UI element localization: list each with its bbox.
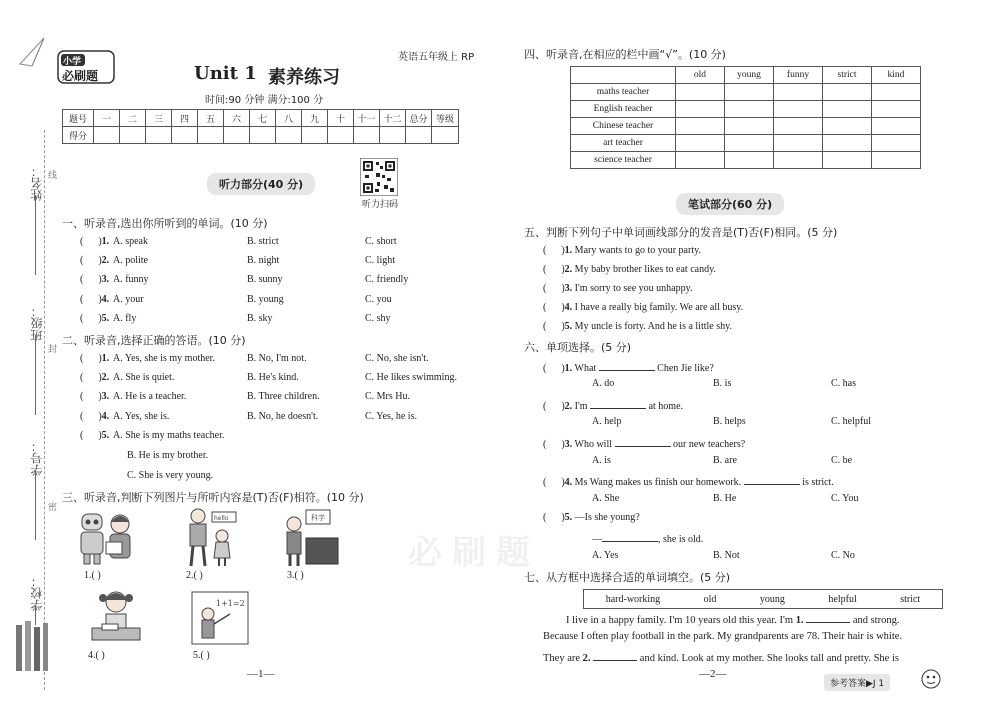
score-row-label: 得分 [63,127,94,144]
mascot-face-icon [920,668,942,690]
dash: — [592,534,602,545]
list-item [543,512,640,523]
score-cell[interactable] [406,127,432,144]
list-item [543,474,834,488]
check-cell[interactable] [823,118,872,135]
score-header-cell: 五 [198,110,224,127]
column-header: old [676,67,725,84]
watermark: 必刷题 [408,533,540,573]
answer-blank[interactable]: ( ) [80,313,102,324]
table-row [571,84,921,101]
fill-blank[interactable] [599,360,655,371]
option-c: C. Mrs Hu. [365,391,411,402]
list-item [543,245,701,256]
blank-number: 1. [795,615,804,626]
score-cell[interactable] [432,127,459,144]
item-number: 5. [101,430,110,441]
option-b: B. young [247,294,284,305]
score-header-cell: 三 [146,110,172,127]
option-c: C. No [831,550,855,561]
check-cell[interactable] [676,101,725,118]
item-number: 3. [101,274,110,285]
score-table-input-row [63,127,459,144]
word-bank-item: young [759,593,785,605]
answer-blank[interactable]: ( ) [543,363,565,374]
option-a: A. She is my maths teacher. [113,430,225,441]
item-number: 1. [101,353,110,364]
fill-blank[interactable] [744,474,800,485]
check-cell[interactable] [872,152,921,169]
dialogue-line-1: —Is she young? [574,512,640,523]
item-number: 2. [564,401,573,412]
option-c: C. She is very young. [127,470,214,481]
answer-blank[interactable]: ( ) [543,439,565,450]
score-cell[interactable] [146,127,172,144]
list-item [543,360,714,374]
passage-text: and strong. [852,615,900,626]
table-header-row [571,67,921,84]
column-header: strict [823,67,872,84]
option-c: C. Yes, he is. [365,411,417,422]
passage-text: I live in a happy family. I'm 10 years old this year. I'm [566,615,794,626]
item-number: 2. [564,264,573,275]
list-item [80,372,457,383]
man-and-girl-picture [178,506,240,568]
section-1-heading: 一、听录音,选出你所听到的单词。(10 分) [62,217,268,230]
check-cell[interactable] [774,84,823,101]
check-cell[interactable] [725,135,774,152]
option-a: A. Yes [592,550,619,561]
picture-4-answer[interactable]: 4.( ) [88,650,105,661]
option-c: C. helpful [831,416,871,427]
score-table-header-row [63,110,459,127]
option-b: B. are [713,455,737,466]
teacher-lab-picture [280,506,342,568]
check-cell[interactable] [872,118,921,135]
robot-and-boy-picture [76,508,138,568]
score-cell[interactable] [172,127,198,144]
score-header-cell: 二 [120,110,146,127]
answer-blank[interactable]: ( ) [543,302,565,313]
item-number: 3. [564,283,573,294]
time-info: 时间:90 分钟 满分:100 分 [205,95,324,106]
check-cell[interactable] [774,118,823,135]
option-a: A. polite [113,255,148,266]
check-cell[interactable] [823,101,872,118]
answer-blank[interactable]: ( ) [543,477,565,488]
listening-section-header: 听力部分(40 分) [207,173,315,195]
option-b: B. is [713,378,732,389]
item-number: 5. [564,512,573,523]
list-item [543,398,683,412]
paper-plane-icon [18,34,46,70]
score-cell[interactable] [120,127,146,144]
score-header-cell: 六 [224,110,250,127]
row-header: science teacher [571,152,676,169]
option-c: C. you [365,294,392,305]
seal-mark-line: 线 [48,171,58,181]
table-row [571,118,921,135]
score-header-cell: 题号 [63,110,94,127]
passage-line-1 [566,612,899,626]
list-item [80,255,396,266]
item-number: 3. [564,439,573,450]
score-table [62,109,459,144]
option-a: A. help [592,416,622,427]
board-equation: 1+1=2 [216,599,245,608]
dialogue-line-2 [592,531,703,545]
section-7-heading: 七、从方框中选择合适的单词填空。(5 分) [524,571,731,584]
column-header: kind [872,67,921,84]
answer-blank[interactable]: ( ) [80,255,102,266]
table-row [571,135,921,152]
passage-text: They are [543,653,581,664]
question-pre: What [574,363,597,374]
qr-label: 听力扫码 [362,200,399,210]
option-c: C. You [831,493,859,504]
option-b: B. Not [713,550,740,561]
section-6-heading: 六、单项选择。(5 分) [524,341,632,354]
option-b: B. No, I'm not. [247,353,307,364]
answer-blank[interactable]: ( ) [80,236,102,247]
option-c: C. friendly [365,274,409,285]
check-cell[interactable] [725,84,774,101]
question-pre: I'm [574,401,588,412]
page-number-left: —1— [247,668,275,680]
item-number: 4. [101,294,110,305]
check-cell[interactable] [725,118,774,135]
score-cell[interactable] [380,127,406,144]
column-header: funny [774,67,823,84]
grade-label: 英语五年级上 RP [398,52,475,63]
fill-blank[interactable] [806,612,850,623]
answer-blank[interactable]: ( ) [543,512,565,523]
item-number: 4. [564,477,573,488]
brand-logo [57,50,115,84]
score-header-cell: 七 [250,110,276,127]
row-header: art teacher [571,135,676,152]
check-cell[interactable] [676,152,725,169]
item-number: 5. [564,321,573,332]
picture-2-answer[interactable]: 2.( ) [186,570,203,581]
word-bank-item: strict [900,593,921,605]
writing-section-header: 笔试部分(60 分) [676,193,784,215]
item-number: 2. [101,255,110,266]
check-cell[interactable] [774,152,823,169]
score-cell[interactable] [224,127,250,144]
score-cell[interactable] [94,127,120,144]
name-label: 姓名： [30,165,44,201]
blank-number: 2. [582,653,591,664]
option-b: B. He [713,493,737,504]
check-cell[interactable] [823,152,872,169]
item-sentence: Mary wants to go to your party. [574,245,701,256]
score-cell[interactable] [328,127,354,144]
answer-blank[interactable]: ( ) [543,401,565,412]
option-b: B. He's kind. [247,372,299,383]
score-cell[interactable] [250,127,276,144]
list-item [80,294,392,305]
picture-1-answer[interactable]: 1.( ) [84,570,101,581]
passage-text: and kind. Look at my mother. She looks tall and pretty. She is [639,653,899,664]
answer-blank[interactable]: ( ) [80,391,102,402]
column-header: young [725,67,774,84]
listening-check-table [570,66,921,169]
class-label: 班级： [30,305,44,341]
id-label: 学号： [30,440,44,476]
option-b: B. No, he doesn't. [247,411,319,422]
option-c: C. shy [365,313,391,324]
option-a: A. is [592,455,611,466]
option-b: B. strict [247,236,279,247]
option-b: B. helps [713,416,746,427]
answer-blank[interactable]: ( ) [80,411,102,422]
question-post: our new teachers? [673,439,746,450]
question-pre: Who will [574,439,612,450]
picture-3-answer[interactable]: 3.( ) [287,570,304,581]
section-5-heading: 五、判断下列句子中单词画线部分的发音是(T)否(F)相同。(5 分) [524,226,838,239]
check-cell[interactable] [823,135,872,152]
answer-blank[interactable]: ( ) [80,353,102,364]
row-header: English teacher [571,101,676,118]
check-cell[interactable] [676,135,725,152]
binding-margin [0,0,58,708]
list-item [543,302,743,313]
list-item [80,391,411,402]
seal-mark-close: 密 [48,503,58,513]
item-sentence: My uncle is forty. And he is a little shy. [574,321,732,332]
option-a: A. speak [113,236,148,247]
page-number-right: —2— [699,668,727,680]
score-cell[interactable] [276,127,302,144]
score-header-cell: 一 [94,110,120,127]
girl-writing-picture [88,588,144,644]
option-c: C. has [831,378,856,389]
word-bank-item: old [703,593,717,605]
fill-blank[interactable] [593,650,637,661]
check-cell[interactable] [774,135,823,152]
section-2-heading: 二、听录音,选择正确的答语。(10 分) [62,334,246,347]
word-bank-item: hard-working [605,593,661,605]
option-c: C. He likes swimming. [365,372,457,383]
option-c: C. light [365,255,396,266]
item-number: 4. [101,411,110,422]
item-number: 2. [101,372,110,383]
check-cell[interactable] [676,84,725,101]
option-b: B. sunny [247,274,283,285]
check-cell[interactable] [676,118,725,135]
check-cell[interactable] [725,101,774,118]
sign-text: hello [214,515,229,522]
answer-blank[interactable]: ( ) [80,372,102,383]
option-a: A. She [592,493,620,504]
option-b: B. Three children. [247,391,320,402]
item-sentence: I have a really big family. We are all busy. [574,302,744,313]
option-c: C. be [831,455,853,466]
score-cell[interactable] [354,127,380,144]
table-row [571,152,921,169]
answer-blank[interactable]: ( ) [80,294,102,305]
option-b: B. sky [247,313,273,324]
item-number: 1. [101,236,110,247]
logo-bottom-text: 必刷题 [62,69,99,83]
seal-mark-seal: 封 [48,345,58,355]
option-b: B. He is my brother. [127,450,209,461]
list-item [80,430,225,441]
id-field-line [35,470,36,540]
question-post: Chen Jie like? [657,363,714,374]
list-item [543,283,692,294]
score-header-cell: 十 [328,110,354,127]
answer-key-link[interactable]: 参考答案▶J 1 [824,674,890,691]
check-cell[interactable] [725,152,774,169]
item-number: 1. [564,245,573,256]
score-header-cell: 四 [172,110,198,127]
score-header-cell: 十二 [380,110,406,127]
passage-line-2: Because I often play football in the park. My grandparents are 78. Their hair is white. [543,631,903,642]
page-title: 素养练习 [268,67,340,88]
option-a: A. She is quiet. [113,372,175,383]
check-cell[interactable] [872,101,921,118]
word-bank-item: helpful [828,593,857,605]
unit-title: Unit 1 [194,63,257,84]
option-a: A. He is a teacher. [113,391,187,402]
check-cell[interactable] [774,101,823,118]
item-number: 1. [564,363,573,374]
passage-line-3 [543,650,899,664]
option-a: A. do [592,378,615,389]
item-sentence: I'm sorry to see you unhappy. [574,283,693,294]
table-corner-cell [571,67,676,84]
school-label: 学校： [30,575,44,611]
score-header-cell: 等级 [432,110,459,127]
name-field-line [35,195,36,275]
score-header-cell: 总分 [406,110,432,127]
answer-blank[interactable]: ( ) [543,245,565,256]
answer-blank[interactable]: ( ) [80,430,102,441]
row-header: maths teacher [571,84,676,101]
option-a: A. your [113,294,144,305]
option-a: A. Yes, she is. [113,411,170,422]
list-item [80,274,409,285]
picture-5-answer[interactable]: 5.( ) [193,650,210,661]
score-cell[interactable] [198,127,224,144]
fill-blank[interactable] [615,436,671,447]
item-number: 3. [101,391,110,402]
fill-blank[interactable] [590,398,646,409]
list-item [80,236,397,247]
section-3-heading: 三、听录音,判断下列图片与所听内容是(T)否(F)相符。(10 分) [62,491,364,504]
item-number: 5. [101,313,110,324]
class-field-line [35,335,36,415]
answer-blank[interactable]: ( ) [543,264,565,275]
score-header-cell: 十一 [354,110,380,127]
score-cell[interactable] [302,127,328,144]
pencils-icon [14,615,50,675]
score-header-cell: 九 [302,110,328,127]
table-row [571,101,921,118]
answer-blank[interactable]: ( ) [543,321,565,332]
lab-sign-text: 科学 [311,514,325,522]
option-a: A. Yes, she is my mother. [113,353,215,364]
list-item [543,264,716,275]
check-cell[interactable] [872,84,921,101]
qr-code-icon[interactable] [360,158,398,196]
check-cell[interactable] [872,135,921,152]
list-item [543,321,732,332]
question-post: is strict. [802,477,834,488]
question-post: at home. [648,401,684,412]
list-item [80,411,417,422]
item-number: 4. [564,302,573,313]
item-sentence: My baby brother likes to eat candy. [574,264,716,275]
dialogue-post: , she is old. [658,534,704,545]
answer-blank[interactable]: ( ) [80,274,102,285]
section-4-heading: 四、听录音,在相应的栏中画“√”。(10 分) [524,48,726,61]
score-header-cell: 八 [276,110,302,127]
check-cell[interactable] [823,84,872,101]
row-header: Chinese teacher [571,118,676,135]
list-item [80,313,391,324]
question-pre: Ms Wang makes us finish our homework. [574,477,742,488]
list-item [543,436,745,450]
logo-top-text: 小学 [63,57,82,67]
option-a: A. fly [113,313,137,324]
list-item [80,353,429,364]
option-c: C. short [365,236,397,247]
math-teacher-picture [190,590,250,646]
answer-blank[interactable]: ( ) [543,283,565,294]
option-a: A. funny [113,274,149,285]
word-bank-box [583,589,943,609]
fill-blank[interactable] [602,531,658,542]
option-b: B. night [247,255,280,266]
option-c: C. No, she isn't. [365,353,429,364]
